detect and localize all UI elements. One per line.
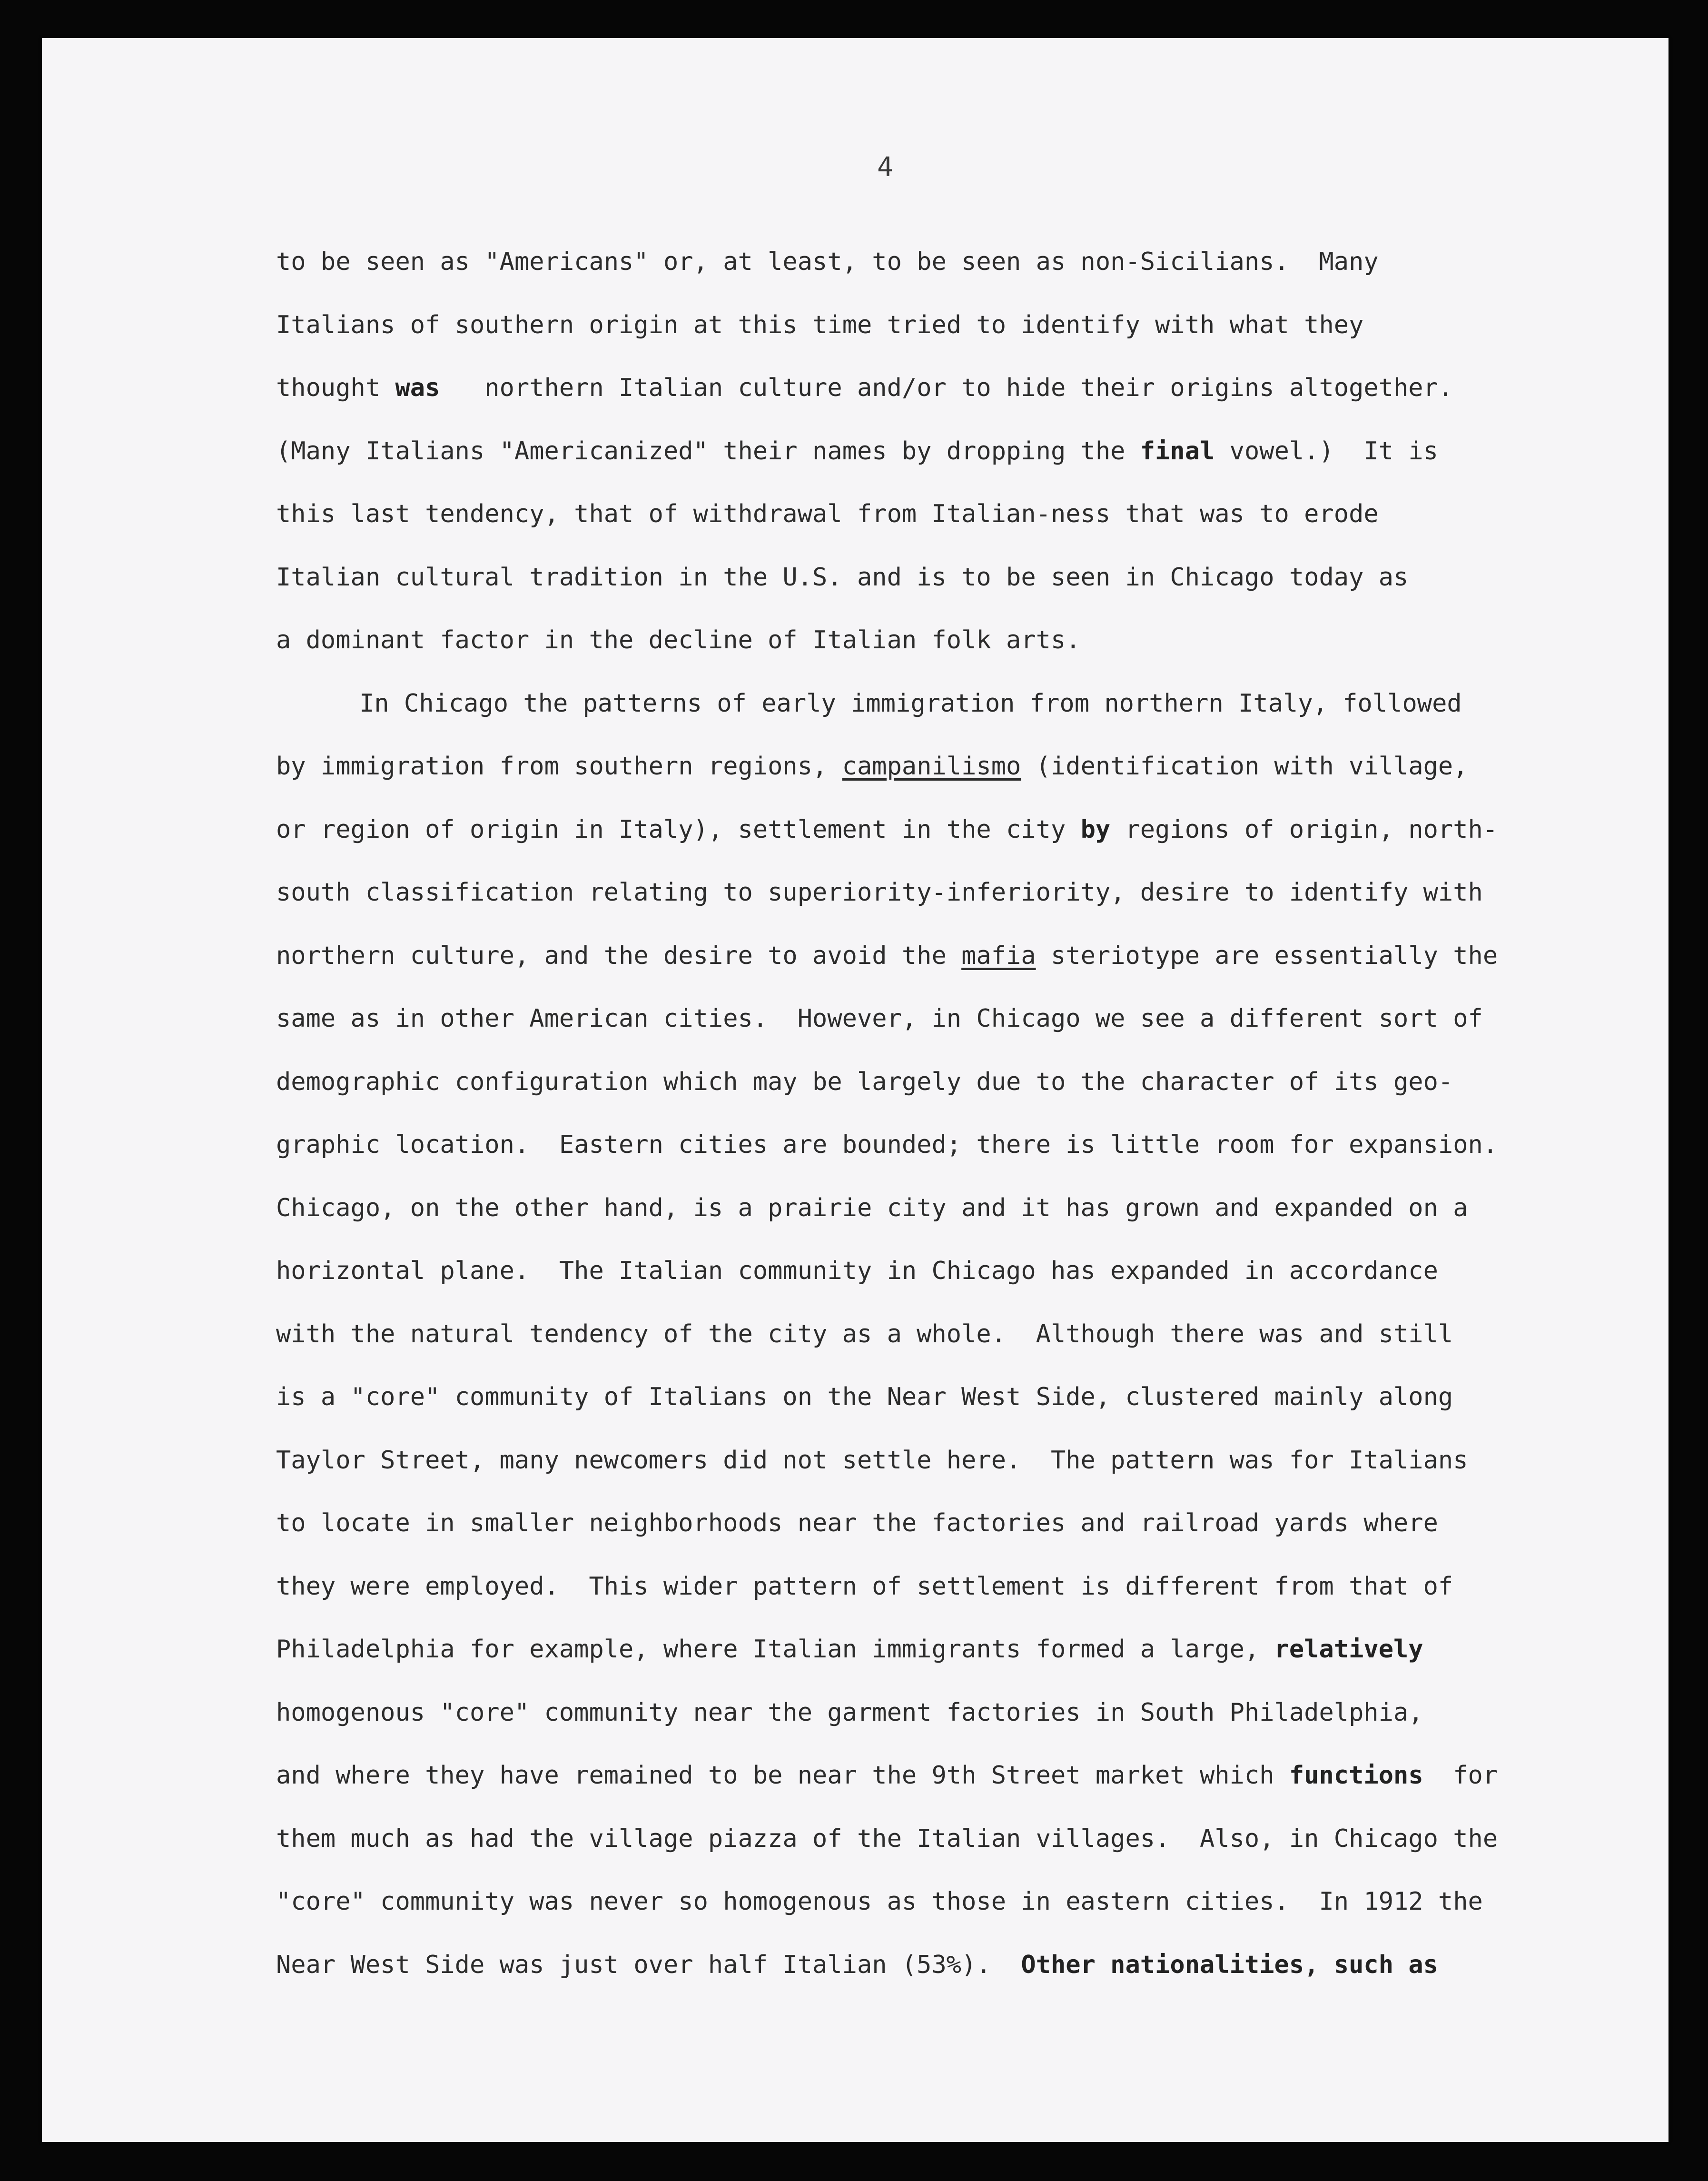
- text-line: this last tendency, that of withdrawal from Italian-ness that was to erode: [276, 500, 1379, 528]
- text-line: In Chicago the patterns of early immigration from northern Italy, followed: [359, 689, 1462, 718]
- text-line: to locate in smaller neighborhoods near the factories and railroad yards where: [276, 1509, 1438, 1537]
- emphasized-word: by: [1080, 815, 1111, 844]
- text-line: homogenous "core" community near the garment factories in South Philadelphia,: [276, 1698, 1423, 1727]
- text-line: horizontal plane. The Italian community in Chicago has expanded in accordance: [276, 1257, 1438, 1285]
- text-line: a dominant factor in the decline of Italian folk arts.: [276, 626, 1081, 654]
- text-line: or region of origin in Italy), settlement in the city by regions of origin, north-: [276, 815, 1498, 844]
- text-line: Italian cultural tradition in the U.S. and is to be seen in Chicago today as: [276, 563, 1409, 592]
- emphasized-word: functions: [1289, 1761, 1423, 1790]
- typed-page: [42, 38, 1669, 2142]
- text-line: with the natural tendency of the city as a whole. Although there was and still: [276, 1319, 1453, 1348]
- text-line: demographic configuration which may be largely due to the character of its geo-: [276, 1067, 1453, 1096]
- emphasized-word: relatively: [1274, 1635, 1423, 1664]
- text-line: to be seen as "Americans" or, at least, to be seen as non-Sicilians. Many: [276, 248, 1379, 276]
- text-line: Taylor Street, many newcomers did not settle here. The pattern was for Italians: [276, 1446, 1468, 1475]
- text-line: Philadelphia for example, where Italian immigrants formed a large, relatively: [276, 1635, 1423, 1664]
- text-line: they were employed. This wider pattern of settlement is different from that of: [276, 1572, 1453, 1601]
- text-line: Italians of southern origin at this time tried to identify with what they: [276, 310, 1364, 339]
- text-line: northern culture, and the desire to avoid the mafia steriotype are essentially the: [276, 941, 1498, 970]
- text-line: is a "core" community of Italians on the Near West Side, clustered mainly along: [276, 1383, 1453, 1411]
- page-number: 4: [877, 152, 893, 183]
- text-line: and where they have remained to be near the 9th Street market which functions for: [276, 1761, 1498, 1790]
- text-line: thought was northern Italian culture and/or to hide their origins altogether.: [276, 374, 1453, 402]
- text-line: "core" community was never so homogenous as those in eastern cities. In 1912 the: [276, 1887, 1483, 1916]
- text-line: (Many Italians "Americanized" their names by dropping the final vowel.) It is: [276, 436, 1438, 466]
- text-line: Chicago, on the other hand, is a prairie city and it has grown and expanded on a: [276, 1193, 1468, 1222]
- underlined-word: mafia: [961, 941, 1036, 970]
- text-line: same as in other American cities. However, in Chicago we see a different sort of: [276, 1004, 1483, 1033]
- body-text: [276, 243, 1609, 2009]
- emphasized-word: was: [395, 374, 440, 402]
- text-line: south classification relating to superiority-inferiority, desire to identify with: [276, 878, 1483, 907]
- text-line: by immigration from southern regions, campanilismo (identification with village,: [276, 752, 1468, 781]
- emphasized-word: Other nationalities, such as: [1021, 1950, 1438, 1979]
- emphasized-word: final: [1140, 436, 1215, 466]
- text-line: graphic location. Eastern cities are bounded; there is little room for expansion.: [276, 1130, 1498, 1159]
- text-line: them much as had the village piazza of the Italian villages. Also, in Chicago the: [276, 1824, 1498, 1853]
- text-line: Near West Side was just over half Italian (53%). Other nationalities, such as: [276, 1950, 1438, 1979]
- underlined-word: campanilismo: [842, 752, 1021, 781]
